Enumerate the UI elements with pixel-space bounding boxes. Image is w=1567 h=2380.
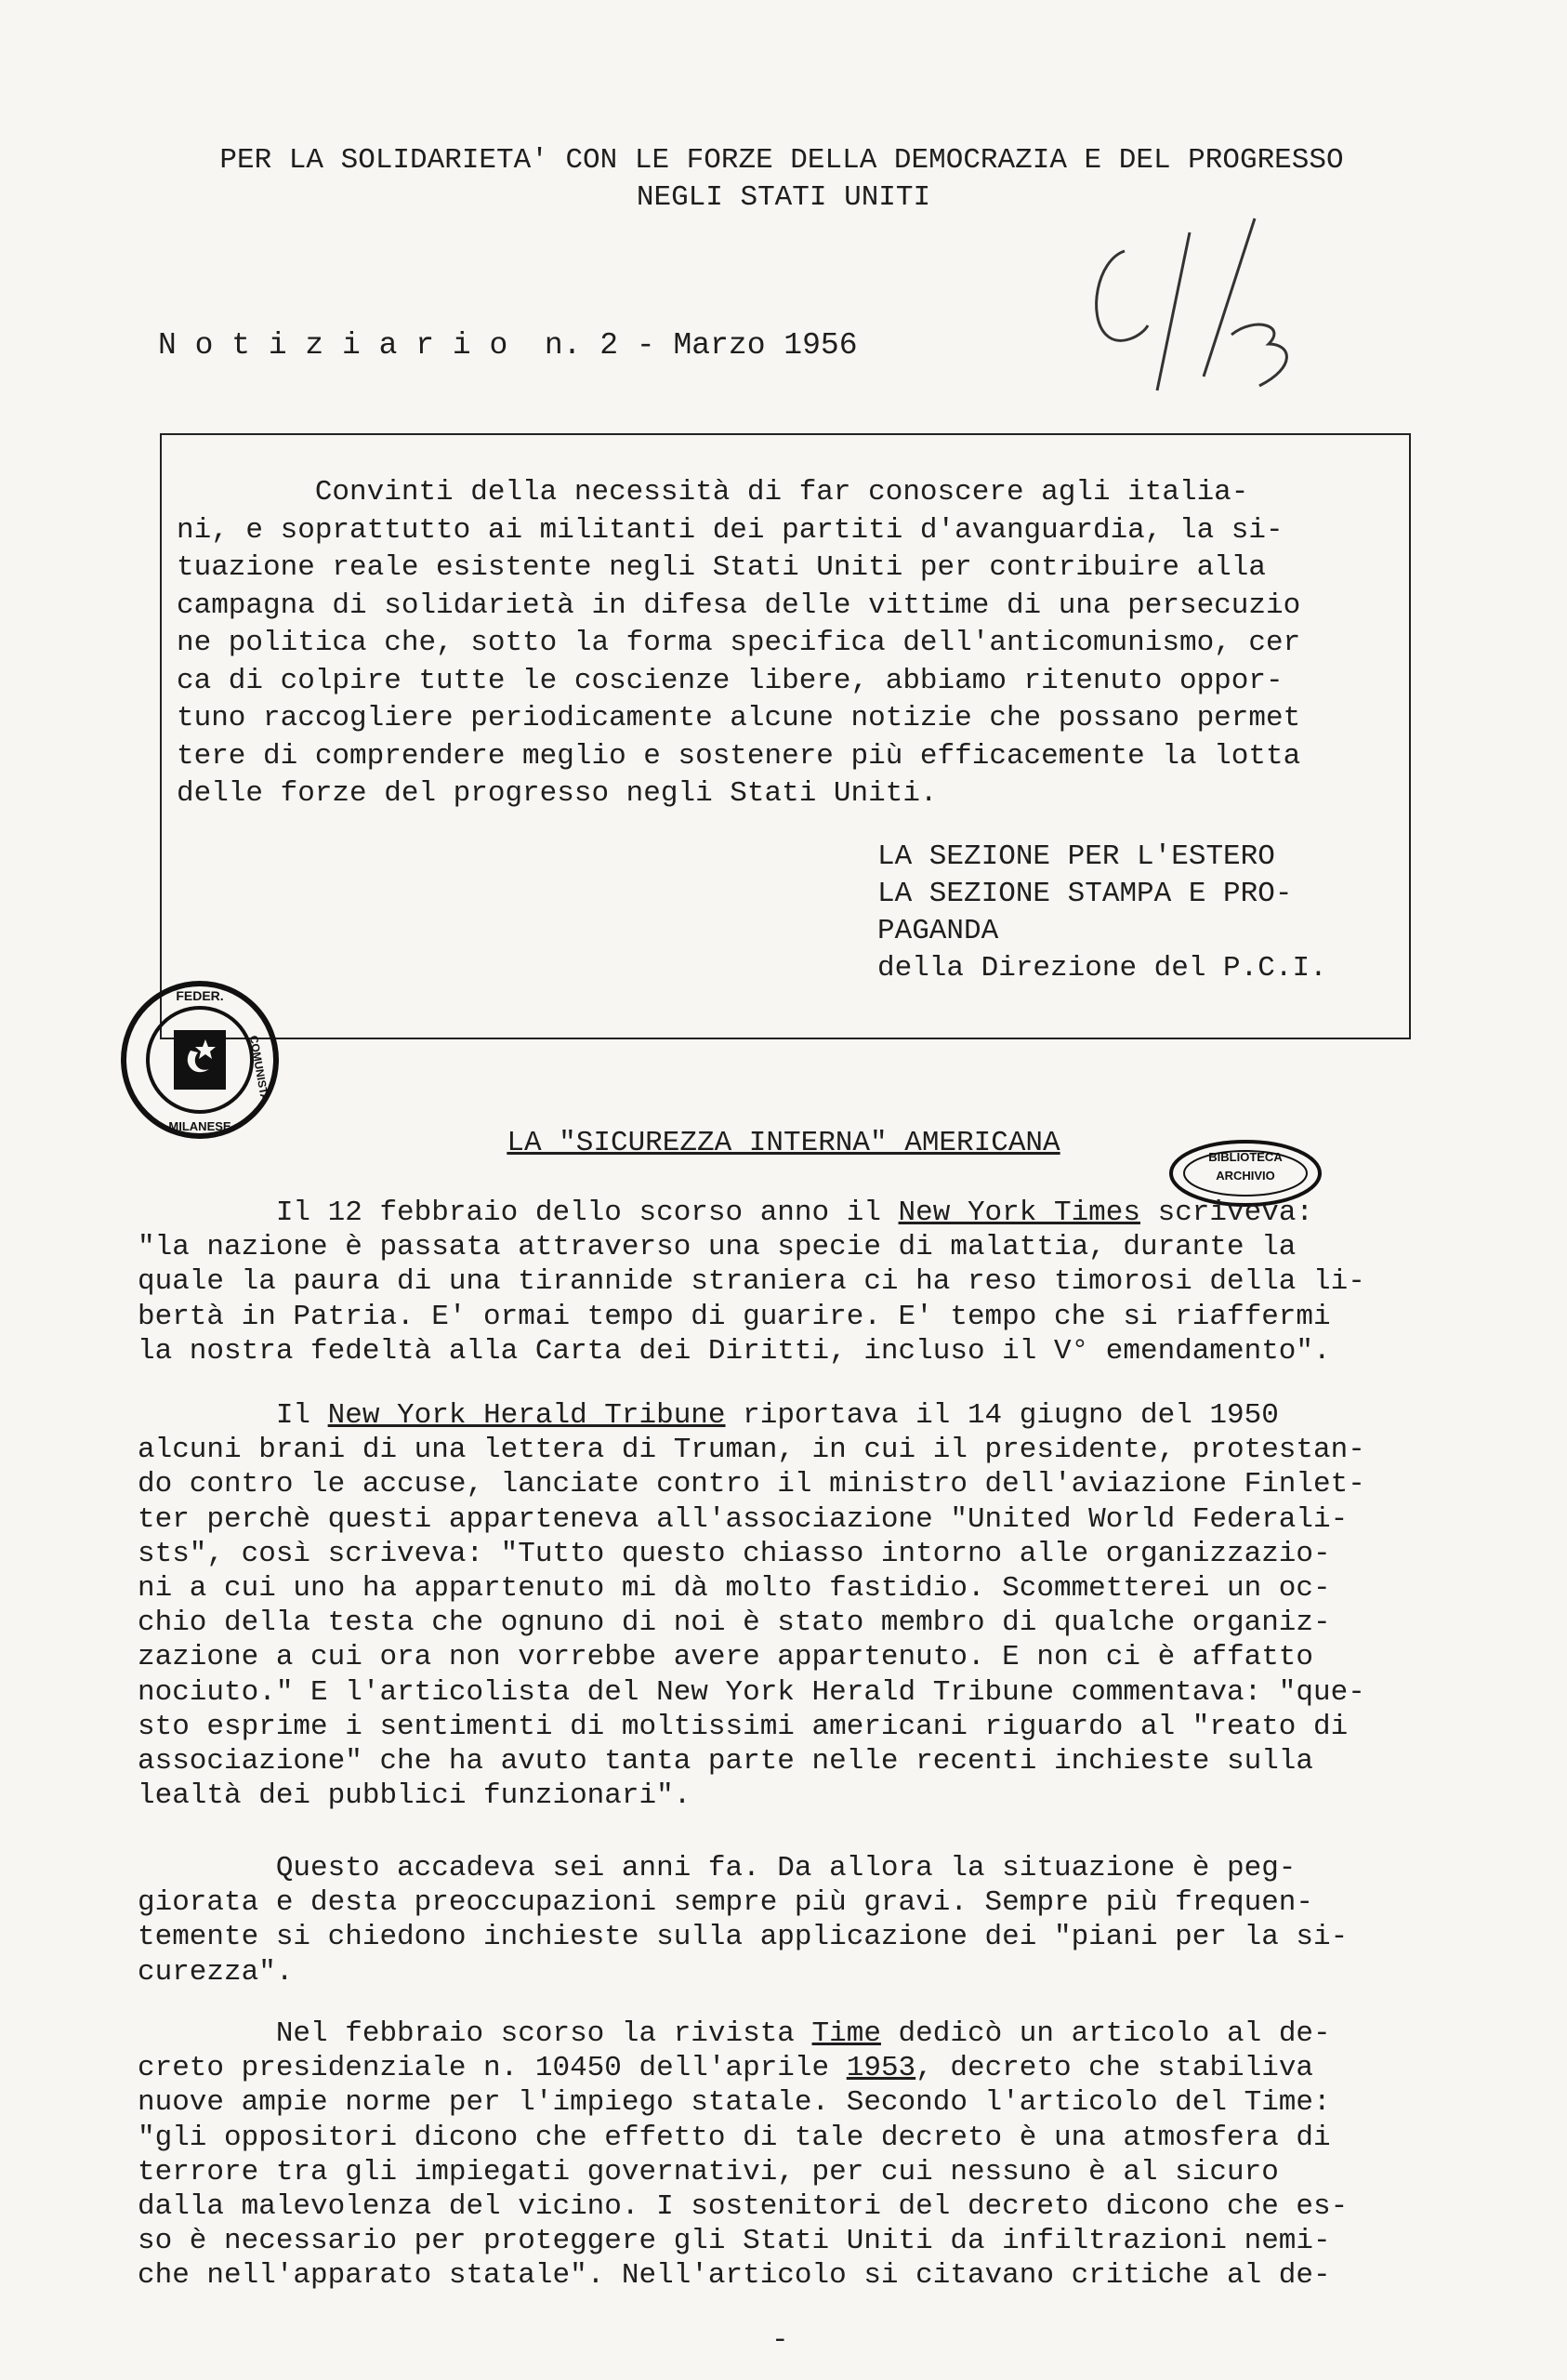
paragraph-line: "la nazione è passata attraverso una specie di malattia, durante la bbox=[138, 1231, 1297, 1264]
svg-text:ARCHIVIO: ARCHIVIO bbox=[1216, 1169, 1275, 1183]
paragraph-line: Nel febbraio scorso la rivista Time dedicò un articolo al de- bbox=[138, 2017, 1331, 2050]
paragraph-line: zazione a cui ora non vorrebbe avere appartenuto. E non ci è affatto bbox=[138, 1641, 1314, 1674]
paragraph-line: "gli oppositori dicono che effetto di tale decreto è una atmosfera di bbox=[138, 2121, 1331, 2154]
round-stamp bbox=[116, 976, 283, 1144]
svg-text:BIBLIOTECA: BIBLIOTECA bbox=[1208, 1150, 1283, 1164]
paragraph-line: la nostra fedeltà alla Carta dei Diritti, incluso il V° emendamento". bbox=[138, 1334, 1331, 1368]
paragraph-line: creto presidenziale n. 10450 dell'aprile 1953, decreto che stabiliva bbox=[138, 2052, 1314, 2085]
page-footer-mark: - bbox=[771, 2324, 789, 2357]
paragraph-line: Il 12 febbraio dello scorso anno il New York Times scriveva: bbox=[138, 1197, 1314, 1229]
svg-text:FEDER.: FEDER. bbox=[176, 988, 224, 1003]
paragraph-line: lealtà dei pubblici funzionari". bbox=[138, 1779, 691, 1813]
handwritten-note bbox=[1069, 214, 1348, 400]
svg-text:MILANESE: MILANESE bbox=[168, 1119, 231, 1133]
intro-line: delle forze del progresso negli Stati Uniti. bbox=[177, 777, 938, 810]
paragraph-line: nuove ampie norme per l'impiego statale. Secondo l'articolo del Time: bbox=[138, 2086, 1331, 2120]
intro-line: tuazione reale esistente negli Stati Uniti per contribuire alla bbox=[177, 551, 1266, 584]
paragraph-line: alcuni brani di una lettera di Truman, in cui il presidente, protestan- bbox=[138, 1434, 1365, 1467]
header-line-1: PER LA SOLIDARIETA' CON LE FORZE DELLA DEMOCRAZIA E DEL PROGRESSO bbox=[219, 144, 1344, 177]
notiziario-title: N o t i z i a r i o n. 2 - Marzo 1956 bbox=[158, 328, 858, 363]
paragraph-line: Questo accadeva sei anni fa. Da allora la situazione è peg- bbox=[138, 1852, 1297, 1884]
signature-line: LA SEZIONE STAMPA E PRO- bbox=[877, 878, 1293, 910]
paragraph-line: sto esprime i sentimenti di moltissimi americani riguardo al "reato di bbox=[138, 1710, 1349, 1743]
intro-line: tere di comprendere meglio e sostenere più efficacemente la lotta bbox=[177, 739, 1301, 773]
paragraph-line: quale la paura di una tirannide straniera ci ha reso timorosi della li- bbox=[138, 1265, 1365, 1299]
section-title: LA "SICUREZZA INTERNA" AMERICANA bbox=[507, 1127, 1060, 1159]
paragraph-line: temente si chiedono inchieste sulla applicazione dei "piani per la si- bbox=[138, 1921, 1349, 1954]
paragraph-line: sts", così scriveva: "Tutto questo chiasso intorno alle organizzazio- bbox=[138, 1537, 1331, 1570]
paragraph-line: terrore tra gli impiegati governativi, per cui nessuno è al sicuro bbox=[138, 2155, 1279, 2188]
intro-line: ni, e soprattutto ai militanti dei partiti d'avanguardia, la si- bbox=[177, 513, 1284, 547]
paragraph-line: nociuto." E l'articolista del New York Herald Tribune commentava: "que- bbox=[138, 1675, 1365, 1709]
paragraph-line: curezza". bbox=[138, 1955, 294, 1989]
header-line-2: NEGLI STATI UNITI bbox=[636, 181, 931, 214]
signature-line: della Direzione del P.C.I. bbox=[877, 952, 1327, 985]
intro-line: ca di colpire tutte le coscienze libere, abbiamo ritenuto oppor- bbox=[177, 664, 1284, 697]
intro-line: Convinti della necessità di far conoscere agli italia- bbox=[177, 476, 1249, 509]
paragraph-line: ni a cui uno ha appartenuto mi dà molto fastidio. Scommetterei un oc- bbox=[138, 1572, 1331, 1605]
paragraph-line: che nell'apparato statale". Nell'articolo si citavano critiche al de- bbox=[138, 2259, 1331, 2293]
signature-line: PAGANDA bbox=[877, 915, 999, 947]
paragraph-line: chio della testa che ognuno di noi è stato membro di qualche organiz- bbox=[138, 1606, 1331, 1640]
intro-line: campagna di solidarietà in difesa delle vittime di una persecuzio bbox=[177, 588, 1301, 622]
intro-line: ne politica che, sotto la forma specifica dell'anticomunismo, cer bbox=[177, 627, 1301, 659]
intro-line: tuno raccogliere periodicamente alcune notizie che possano permet bbox=[177, 702, 1301, 734]
svg-text:COMUNISTA: COMUNISTA bbox=[246, 1034, 272, 1103]
paragraph-line: dalla malevolenza del vicino. I sostenitori del decreto dicono che es- bbox=[138, 2190, 1349, 2223]
paragraph-line: Il New York Herald Tribune riportava il 14 giugno del 1950 bbox=[138, 1399, 1279, 1432]
paragraph-line: so è necessario per proteggere gli Stati Uniti da infiltrazioni nemi- bbox=[138, 2225, 1331, 2258]
paragraph-line: ter perchè questi apparteneva all'associazione "United World Federali- bbox=[138, 1502, 1349, 1536]
paragraph-line: do contro le accuse, lanciate contro il ministro dell'aviazione Finlet- bbox=[138, 1468, 1365, 1501]
paragraph-line: giorata e desta preoccupazioni sempre più gravi. Sempre più frequen- bbox=[138, 1886, 1314, 1920]
paragraph-line: bertà in Patria. E' ormai tempo di guarire. E' tempo che si riaffermi bbox=[138, 1300, 1331, 1333]
paragraph-line: associazione" che ha avuto tanta parte nelle recenti inchieste sulla bbox=[138, 1745, 1314, 1778]
signature-line: LA SEZIONE PER L'ESTERO bbox=[877, 840, 1275, 873]
